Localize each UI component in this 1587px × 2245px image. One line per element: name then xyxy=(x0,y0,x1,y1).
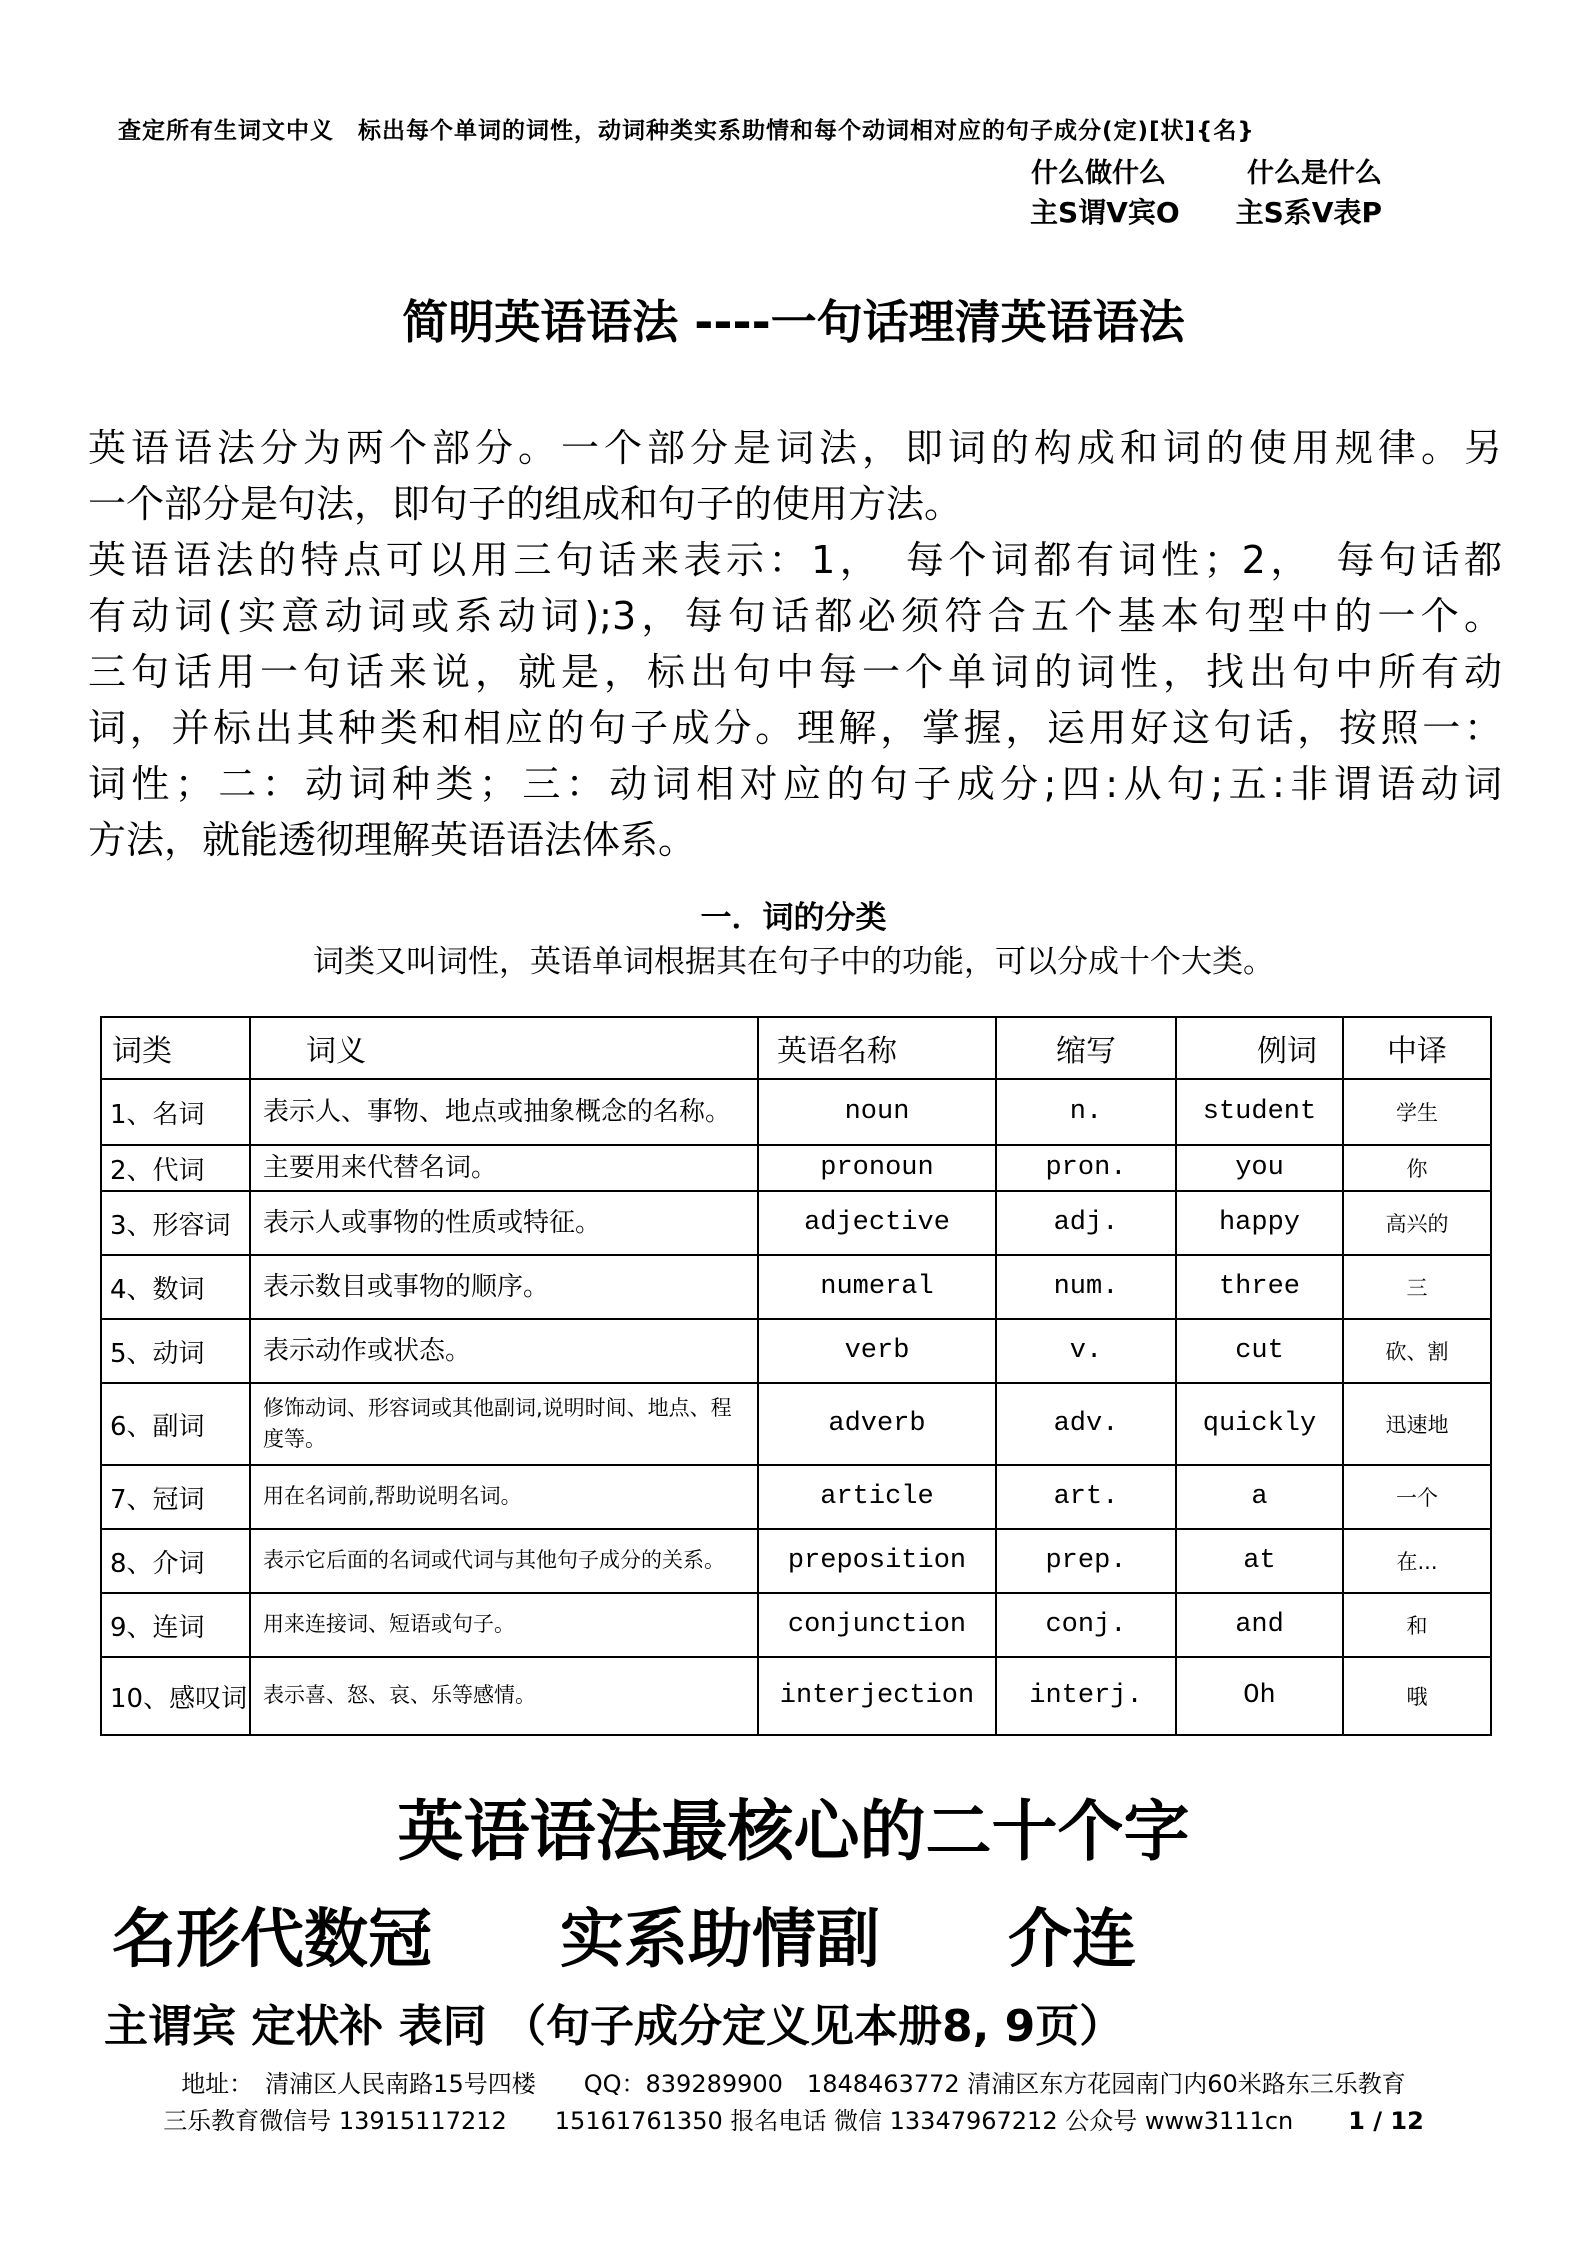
intro-line: 方法，就能透彻理解英语语法体系。 xyxy=(88,818,697,862)
cell-word_class: 7、冠词 xyxy=(101,1465,250,1529)
core-words-line: 名形代数冠 实系助情副 介连 xyxy=(112,1903,1136,1977)
column-header: 中译 xyxy=(1343,1017,1491,1079)
cell-meaning: 用来连接词、短语或句子。 xyxy=(250,1593,758,1657)
core-components-line: 主谓宾 定状补 表同 （句子成分定义见本册8, 9页） xyxy=(104,2001,1124,2052)
cell-word_class: 8、介词 xyxy=(101,1529,250,1593)
cell-abbr: adv. xyxy=(996,1383,1176,1465)
table-row xyxy=(101,1145,1491,1191)
column-header: 词义 xyxy=(250,1017,758,1079)
cell-word_class: 3、形容词 xyxy=(101,1191,250,1255)
cell-abbr: interj. xyxy=(996,1657,1176,1735)
annotation-what-line: 什么做什么 什么是什么 xyxy=(1031,158,1382,189)
cell-abbr: conj. xyxy=(996,1593,1176,1657)
cell-english: interjection xyxy=(758,1657,996,1735)
annotation-svo-line: 主S谓V宾O 主S系V表P xyxy=(1030,196,1382,229)
cell-word_class: 9、连词 xyxy=(101,1593,250,1657)
section-heading: 一．词的分类 xyxy=(700,900,887,936)
cell-word_class: 4、数词 xyxy=(101,1255,250,1319)
cell-word_class: 1、名词 xyxy=(101,1079,250,1145)
annotation-top-line: 查定所有生词文中义 标出每个单词的词性，动词种类实系助情和每个动词相对应的句子成分(定)[状]{名} xyxy=(118,118,1255,144)
intro-line: 有动词(实意动词或系动词);3，每句话都必须符合五个基本句型中的一个。 xyxy=(88,594,1502,638)
cell-meaning: 表示它后面的名词或代词与其他句子成分的关系。 xyxy=(250,1529,758,1593)
cell-abbr: n. xyxy=(996,1079,1176,1145)
table-header-row xyxy=(101,1017,1491,1079)
cell-example: three xyxy=(1176,1255,1343,1319)
cell-english: conjunction xyxy=(758,1593,996,1657)
cell-translation: 高兴的 xyxy=(1343,1191,1491,1255)
annotation-right-block xyxy=(1030,156,1382,232)
cell-abbr: num. xyxy=(996,1255,1176,1319)
footer-address-line: 地址： 清浦区人民南路15号四楼 QQ：839289900 1848463772 清浦区东方花园南门内60米路东三乐教育 xyxy=(181,2070,1406,2098)
cell-abbr: art. xyxy=(996,1465,1176,1529)
footer-contacts-line xyxy=(0,2103,1587,2140)
cell-translation: 砍、割 xyxy=(1343,1319,1491,1383)
cell-english: adjective xyxy=(758,1191,996,1255)
cell-translation: 和 xyxy=(1343,1593,1491,1657)
table-row xyxy=(101,1657,1491,1735)
cell-example: Oh xyxy=(1176,1657,1343,1735)
intro-paragraph xyxy=(88,420,1502,868)
cell-word_class: 5、动词 xyxy=(101,1319,250,1383)
table-row xyxy=(101,1465,1491,1529)
intro-line: 一个部分是句法，即句子的组成和句子的使用方法。 xyxy=(88,482,963,526)
intro-line: 英语语法分为两个部分。一个部分是词法，即词的构成和词的使用规律。另 xyxy=(88,426,1502,470)
cell-english: verb xyxy=(758,1319,996,1383)
intro-line: 英语语法的特点可以用三句话来表示：1， 每个词都有词性；2， 每句话都 xyxy=(88,538,1502,582)
intro-line: 词，并标出其种类和相应的句子成分。理解，掌握，运用好这句话，按照一： xyxy=(88,706,1502,750)
cell-translation: 一个 xyxy=(1343,1465,1491,1529)
cell-english: pronoun xyxy=(758,1145,996,1191)
page-footer xyxy=(0,2066,1587,2140)
cell-meaning: 表示人、事物、地点或抽象概念的名称。 xyxy=(250,1079,758,1145)
table-row xyxy=(101,1079,1491,1145)
table-row xyxy=(101,1255,1491,1319)
cell-translation: 哦 xyxy=(1343,1657,1491,1735)
cell-translation: 三 xyxy=(1343,1255,1491,1319)
table-row xyxy=(101,1529,1491,1593)
footer-contacts-text: 三乐教育微信号 13915117212 15161761350 报名电话 微信 13347967212 公众号 www3111cn xyxy=(163,2107,1294,2135)
page-number: 1 / 12 xyxy=(1348,2107,1424,2135)
table-row xyxy=(101,1383,1491,1465)
column-header: 缩写 xyxy=(996,1017,1176,1079)
table-row xyxy=(101,1593,1491,1657)
cell-example: happy xyxy=(1176,1191,1343,1255)
intro-line: 三句话用一句话来说，就是，标出句中每一个单词的词性，找出句中所有动 xyxy=(88,650,1502,694)
parts-of-speech-table xyxy=(100,1016,1492,1736)
cell-english: noun xyxy=(758,1079,996,1145)
cell-example: cut xyxy=(1176,1319,1343,1383)
cell-word_class: 2、代词 xyxy=(101,1145,250,1191)
cell-english: preposition xyxy=(758,1529,996,1593)
cell-word_class: 6、副词 xyxy=(101,1383,250,1465)
cell-meaning: 表示喜、怒、哀、乐等感情。 xyxy=(250,1657,758,1735)
page-title: 简明英语语法 ----一句话理清英语语法 xyxy=(402,295,1185,349)
table-row xyxy=(101,1191,1491,1255)
cell-example: and xyxy=(1176,1593,1343,1657)
column-header: 例词 xyxy=(1176,1017,1343,1079)
cell-example: a xyxy=(1176,1465,1343,1529)
section-subheading: 词类又叫词性，英语单词根据其在句子中的功能，可以分成十个大类。 xyxy=(313,944,1274,980)
cell-meaning: 表示人或事物的性质或特征。 xyxy=(250,1191,758,1255)
cell-english: adverb xyxy=(758,1383,996,1465)
cell-example: you xyxy=(1176,1145,1343,1191)
cell-translation: 你 xyxy=(1343,1145,1491,1191)
cell-example: at xyxy=(1176,1529,1343,1593)
cell-abbr: pron. xyxy=(996,1145,1176,1191)
column-header: 英语名称 xyxy=(758,1017,996,1079)
table-body xyxy=(101,1079,1491,1735)
cell-translation: 学生 xyxy=(1343,1079,1491,1145)
cell-meaning: 表示数目或事物的顺序。 xyxy=(250,1255,758,1319)
column-header: 词类 xyxy=(101,1017,250,1079)
cell-english: article xyxy=(758,1465,996,1529)
cell-meaning: 主要用来代替名词。 xyxy=(250,1145,758,1191)
cell-example: student xyxy=(1176,1079,1343,1145)
cell-meaning: 修饰动词、形容词或其他副词,说明时间、地点、程度等。 xyxy=(250,1383,758,1465)
cell-abbr: adj. xyxy=(996,1191,1176,1255)
cell-word_class: 10、感叹词 xyxy=(101,1657,250,1735)
cell-meaning: 用在名词前,帮助说明名词。 xyxy=(250,1465,758,1529)
table-row xyxy=(101,1319,1491,1383)
cell-translation: 在... xyxy=(1343,1529,1491,1593)
cell-english: numeral xyxy=(758,1255,996,1319)
intro-line: 词性；二：动词种类；三：动词相对应的句子成分;四:从句;五:非谓语动词 xyxy=(88,762,1502,806)
core-heading: 英语语法最核心的二十个字 xyxy=(397,1793,1190,1870)
cell-abbr: v. xyxy=(996,1319,1176,1383)
cell-translation: 迅速地 xyxy=(1343,1383,1491,1465)
cell-example: quickly xyxy=(1176,1383,1343,1465)
cell-meaning: 表示动作或状态。 xyxy=(250,1319,758,1383)
cell-abbr: prep. xyxy=(996,1529,1176,1593)
